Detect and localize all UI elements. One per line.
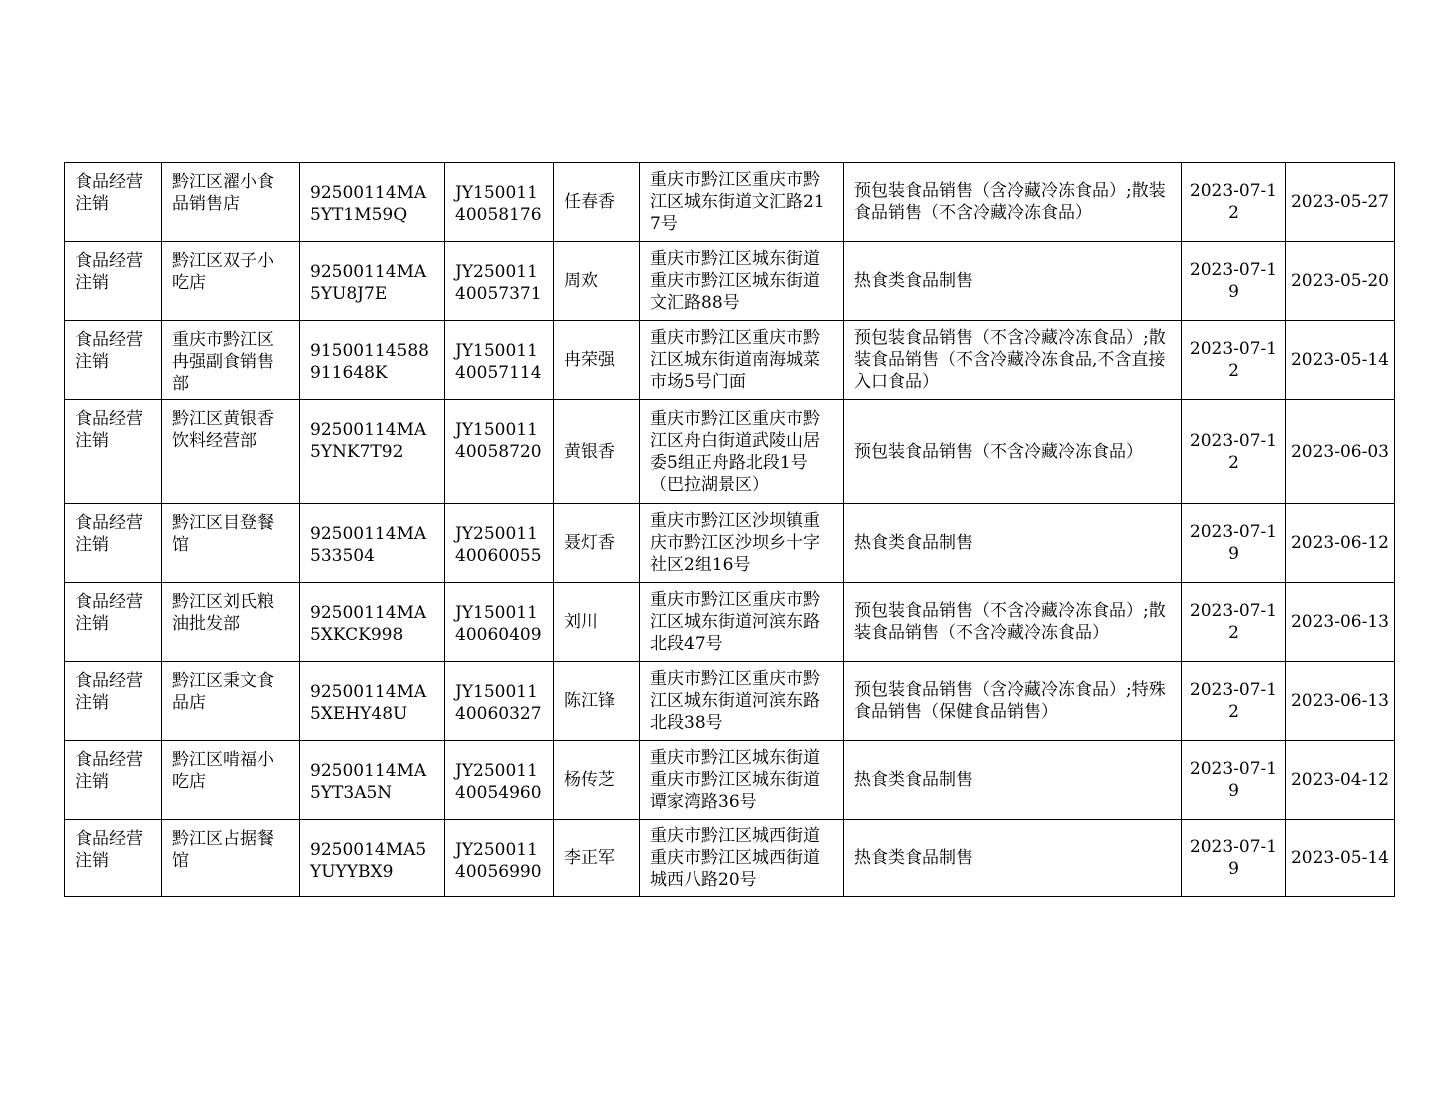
cell-type: 食品经营注销 bbox=[65, 163, 162, 242]
cell-scope: 预包装食品销售（不含冷藏冷冻食品）;散装食品销售（不含冷藏冷冻食品,不含直接入口食品） bbox=[844, 321, 1182, 400]
cell-license-no: JY15001140058720 bbox=[445, 400, 554, 504]
cell-license-no: JY25001140057371 bbox=[445, 242, 554, 321]
cell-credit-code: 92500114MA5XKCK998 bbox=[300, 583, 445, 662]
cell-person: 陈江锋 bbox=[554, 662, 640, 741]
cell-license-no: JY25001140056990 bbox=[445, 820, 554, 897]
cell-type: 食品经营注销 bbox=[65, 741, 162, 820]
cell-scope: 热食类食品制售 bbox=[844, 242, 1182, 321]
table-row bbox=[65, 741, 1395, 820]
cell-license-no: JY15001140060409 bbox=[445, 583, 554, 662]
table-row bbox=[65, 321, 1395, 400]
cell-license-no: JY15001140058176 bbox=[445, 163, 554, 242]
table-row bbox=[65, 583, 1395, 662]
cell-date-2: 2023-05-27 bbox=[1286, 163, 1395, 242]
cell-person: 杨传芝 bbox=[554, 741, 640, 820]
cell-name: 黔江区濯小食品销售店 bbox=[162, 163, 300, 242]
cell-name: 黔江区目登餐馆 bbox=[162, 504, 300, 583]
cell-license-no: JY25001140060055 bbox=[445, 504, 554, 583]
cell-type: 食品经营注销 bbox=[65, 820, 162, 897]
cell-date-1: 2023-07-12 bbox=[1182, 400, 1286, 504]
cell-date-1: 2023-07-19 bbox=[1182, 504, 1286, 583]
cell-license-no: JY25001140054960 bbox=[445, 741, 554, 820]
cell-scope: 预包装食品销售（含冷藏冷冻食品）;散装食品销售（不含冷藏冷冻食品） bbox=[844, 163, 1182, 242]
cell-scope: 热食类食品制售 bbox=[844, 741, 1182, 820]
cell-address: 重庆市黔江区重庆市黔江区城东街道河滨东路北段47号 bbox=[640, 583, 844, 662]
cell-type: 食品经营注销 bbox=[65, 242, 162, 321]
cell-date-1: 2023-07-19 bbox=[1182, 741, 1286, 820]
table-row bbox=[65, 820, 1395, 897]
cell-date-2: 2023-06-03 bbox=[1286, 400, 1395, 504]
cell-date-2: 2023-06-13 bbox=[1286, 583, 1395, 662]
cell-credit-code: 92500114MA533504 bbox=[300, 504, 445, 583]
cell-type: 食品经营注销 bbox=[65, 400, 162, 504]
cell-address: 重庆市黔江区沙坝镇重庆市黔江区沙坝乡十字社区2组16号 bbox=[640, 504, 844, 583]
cell-date-2: 2023-05-14 bbox=[1286, 321, 1395, 400]
cell-credit-code: 92500114MA5YU8J7E bbox=[300, 242, 445, 321]
cell-address: 重庆市黔江区重庆市黔江区城东街道南海城菜市场5号门面 bbox=[640, 321, 844, 400]
cell-date-2: 2023-05-20 bbox=[1286, 242, 1395, 321]
cell-date-1: 2023-07-19 bbox=[1182, 242, 1286, 321]
cell-credit-code: 92500114MA5YNK7T92 bbox=[300, 400, 445, 504]
cell-credit-code: 92500114MA5YT3A5N bbox=[300, 741, 445, 820]
cell-scope: 热食类食品制售 bbox=[844, 504, 1182, 583]
cell-name: 重庆市黔江区冉强副食销售部 bbox=[162, 321, 300, 400]
cell-credit-code: 9250014MA5YUYYBX9 bbox=[300, 820, 445, 897]
cell-credit-code: 91500114588911648K bbox=[300, 321, 445, 400]
cell-credit-code: 92500114MA5XEHY48U bbox=[300, 662, 445, 741]
table-row bbox=[65, 662, 1395, 741]
records-body bbox=[65, 163, 1395, 897]
cell-type: 食品经营注销 bbox=[65, 321, 162, 400]
table-row bbox=[65, 242, 1395, 321]
cell-address: 重庆市黔江区城东街道重庆市黔江区城东街道谭家湾路36号 bbox=[640, 741, 844, 820]
cell-name: 黔江区秉文食品店 bbox=[162, 662, 300, 741]
cell-date-2: 2023-06-13 bbox=[1286, 662, 1395, 741]
cell-person: 李正军 bbox=[554, 820, 640, 897]
cell-name: 黔江区黄银香饮料经营部 bbox=[162, 400, 300, 504]
cell-name: 黔江区占据餐馆 bbox=[162, 820, 300, 897]
cell-scope: 预包装食品销售（不含冷藏冷冻食品）;散装食品销售（不含冷藏冷冻食品） bbox=[844, 583, 1182, 662]
table-row bbox=[65, 163, 1395, 242]
cell-person: 刘川 bbox=[554, 583, 640, 662]
cell-scope: 预包装食品销售（不含冷藏冷冻食品） bbox=[844, 400, 1182, 504]
cell-date-2: 2023-05-14 bbox=[1286, 820, 1395, 897]
cell-person: 周欢 bbox=[554, 242, 640, 321]
cell-person: 聂灯香 bbox=[554, 504, 640, 583]
cell-credit-code: 92500114MA5YT1M59Q bbox=[300, 163, 445, 242]
cell-address: 重庆市黔江区重庆市黔江区城东街道河滨东路北段38号 bbox=[640, 662, 844, 741]
cell-scope: 热食类食品制售 bbox=[844, 820, 1182, 897]
cell-date-1: 2023-07-19 bbox=[1182, 820, 1286, 897]
cell-name: 黔江区啃福小吃店 bbox=[162, 741, 300, 820]
cell-license-no: JY15001140057114 bbox=[445, 321, 554, 400]
cell-type: 食品经营注销 bbox=[65, 662, 162, 741]
cell-scope: 预包装食品销售（含冷藏冷冻食品）;特殊食品销售（保健食品销售） bbox=[844, 662, 1182, 741]
cell-date-2: 2023-04-12 bbox=[1286, 741, 1395, 820]
table-row bbox=[65, 504, 1395, 583]
cell-address: 重庆市黔江区城西街道重庆市黔江区城西街道城西八路20号 bbox=[640, 820, 844, 897]
cell-date-1: 2023-07-12 bbox=[1182, 583, 1286, 662]
cell-date-1: 2023-07-12 bbox=[1182, 321, 1286, 400]
cell-person: 冉荣强 bbox=[554, 321, 640, 400]
cell-date-1: 2023-07-12 bbox=[1182, 662, 1286, 741]
cell-name: 黔江区刘氏粮油批发部 bbox=[162, 583, 300, 662]
cell-person: 任春香 bbox=[554, 163, 640, 242]
cell-person: 黄银香 bbox=[554, 400, 640, 504]
cell-type: 食品经营注销 bbox=[65, 583, 162, 662]
cell-type: 食品经营注销 bbox=[65, 504, 162, 583]
cell-address: 重庆市黔江区重庆市黔江区舟白街道武陵山居委5组正舟路北段1号（巴拉湖景区） bbox=[640, 400, 844, 504]
table-row bbox=[65, 400, 1395, 504]
cell-name: 黔江区双子小吃店 bbox=[162, 242, 300, 321]
cell-date-1: 2023-07-12 bbox=[1182, 163, 1286, 242]
cell-address: 重庆市黔江区重庆市黔江区城东街道文汇路217号 bbox=[640, 163, 844, 242]
cell-date-2: 2023-06-12 bbox=[1286, 504, 1395, 583]
cell-license-no: JY15001140060327 bbox=[445, 662, 554, 741]
cell-address: 重庆市黔江区城东街道重庆市黔江区城东街道文汇路88号 bbox=[640, 242, 844, 321]
records-table bbox=[64, 162, 1395, 897]
